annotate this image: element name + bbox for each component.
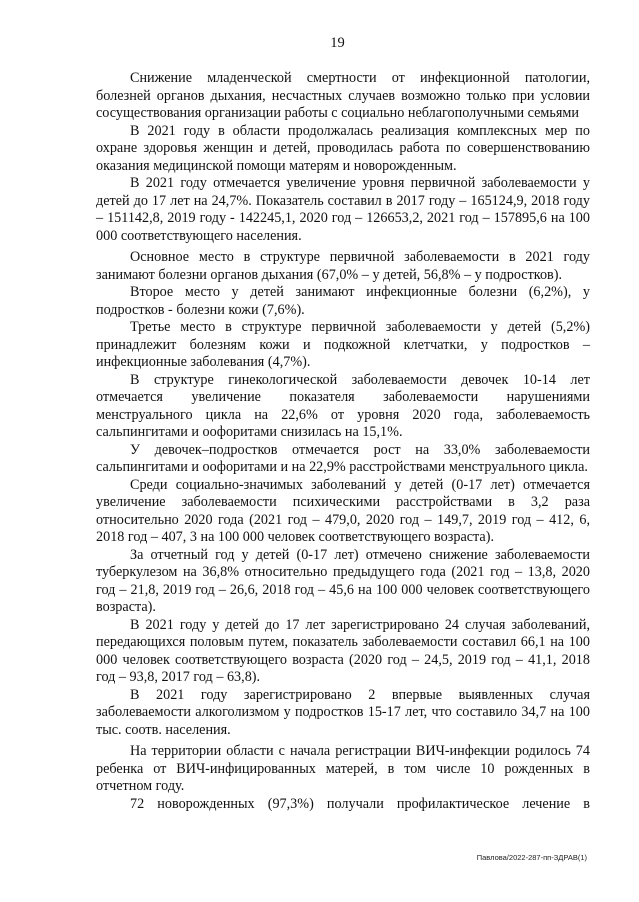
paragraph: В 2021 году у детей до 17 лет зарегистрировано 24 случая заболеваний, передающихся половым путем, показатель заболеваемости составил 66,1 на 100 000 человек соответствующего возраста (2020 год – 24,5, 2019 год – 41,1, 2018 год – 93,8, 2017 год – 63,8). (96, 616, 590, 685)
paragraph: Снижение младенческой смертности от инфекционной патологии, болезней органов дыхания, несчастных случаев возможно только при условии сосуществования организации работы с социально неблагополучными семьями (96, 70, 590, 121)
document-body (96, 70, 590, 813)
paragraph: Третье место в структуре первичной заболеваемости у детей (5,2%) принадлежит болезням кожи и подкожной клетчатки, у подростков – инфекционные заболевания (4,7%). (96, 319, 590, 370)
paragraph: Основное место в структуре первичной заболеваемости в 2021 году занимают болезни органов дыхания (67,0% – у детей, 56,8% – у подростков). (96, 249, 590, 283)
paragraph: Среди социально-значимых заболеваний у детей (0-17 лет) отмечается увеличение заболеваемости психическими расстройствами в 3,2 раза относительно 2020 года (2021 год – 479,0, 2020 год – 149,7, 2019 год – 412, 6, 2018 год – 407, 3 на 100 000 человек соответствующего возраста). (96, 476, 590, 545)
paragraph: На территории области с начала регистрации ВИЧ-инфекции родилось 74 ребенка от ВИЧ-инфицированных матерей, в том числе 10 рожденных в отчетном году. (96, 743, 590, 794)
paragraph: За отчетный год у детей (0-17 лет) отмечено снижение заболеваемости туберкулезом на 36,8% относительно предыдущего года (2021 год – 13,8, 2020 год – 21,8, 2019 год – 26,6, 2018 год – 45,6 на 100 000 человек соответствующего возраста). (96, 546, 590, 615)
paragraph: В структуре гинекологической заболеваемости девочек 10-14 лет отмечается увеличение показателя заболеваемости нарушениями менструального цикла на 22,6% от уровня 2020 года, заболеваемость сальпингитами и оофоритами снизилась на 15,1%. (96, 371, 590, 440)
paragraph: 72 новорожденных (97,3%) получали профилактическое лечение в (130, 795, 590, 812)
paragraph: Второе место у детей занимают инфекционные болезни (6,2%), у подростков - болезни кожи (7,6%). (96, 284, 590, 318)
paragraph: В 2021 году зарегистрировано 2 впервые выявленных случая заболеваемости алкоголизмом у подростков 15-17 лет, что составило 34,7 на 100 тыс. соотв. населения. (96, 686, 590, 738)
paragraph: В 2021 году отмечается увеличение уровня первичной заболеваемости у детей до 17 лет на 24,7%. Показатель составил в 2017 году – 165124,9, 2018 году – 151142,8, 2019 году - 142245,1, 2020 год – 126653,2, 2021 год – 157895,6 на 100 000 соответствующего населения. (96, 175, 590, 244)
paragraph: У девочек–подростков отмечается рост на 33,0% заболеваемости сальпингитами и оофоритами и на 22,9% расстройствами менструального цикла. (96, 441, 590, 475)
page-number: 19 (330, 35, 345, 51)
document-code-footer: Павлова/2022-287-пп-ЗДРАВ(1) (476, 853, 587, 862)
paragraph: В 2021 году в области продолжалась реализация комплексных мер по охране здоровья женщин и детей, проводилась работа по совершенствованию оказания медицинской помощи матерям и новорожденным. (96, 122, 590, 174)
